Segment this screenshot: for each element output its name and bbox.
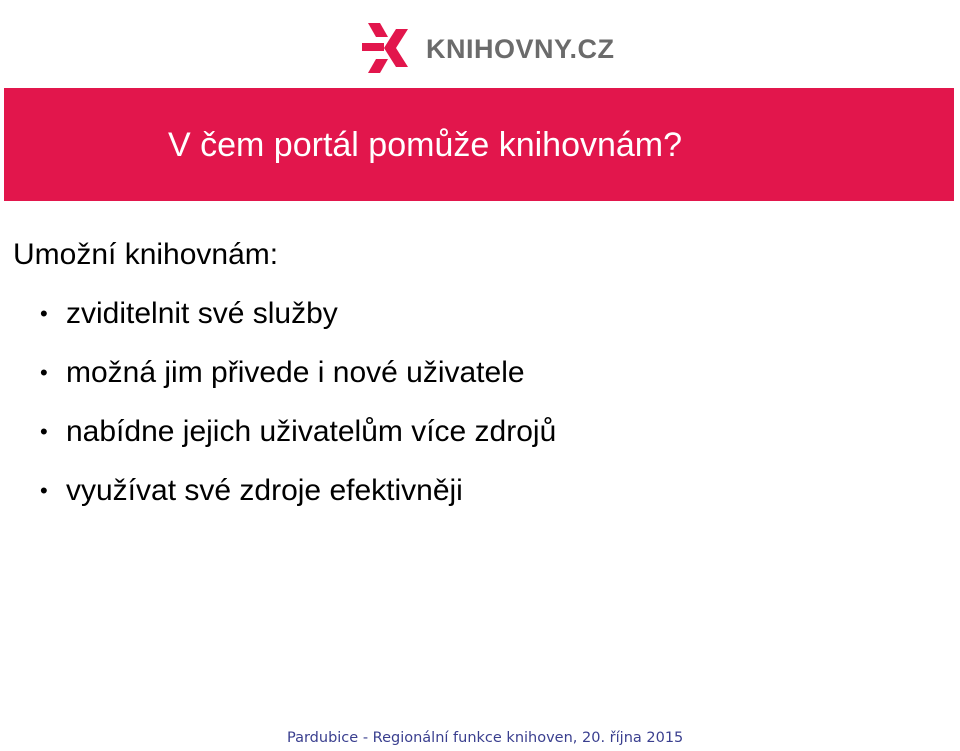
bullet-icon: • — [40, 301, 48, 326]
slide-title: V čem portál pomůže knihovnám? — [168, 126, 683, 164]
lead-text: Umožní knihovnám: — [13, 238, 279, 271]
list-item-text: zviditelnit své služby — [66, 297, 338, 330]
knihovny-logo — [358, 18, 615, 80]
footer-text: Pardubice - Regionální funkce knihoven, 20. října 2015 — [287, 730, 684, 746]
list-item-text: možná jim přivede i nové uživatele — [66, 356, 525, 389]
bullet-icon: • — [40, 419, 48, 444]
knihovny-logo-mark-icon — [358, 19, 418, 79]
bullet-icon: • — [40, 478, 48, 503]
list-item-text: nabídne jejich uživatelům více zdrojů — [66, 415, 557, 448]
logo-text: KNIHOVNY.CZ — [426, 33, 615, 64]
list-item-text: využívat své zdroje efektivněji — [66, 474, 463, 507]
bullet-icon: • — [40, 360, 48, 385]
